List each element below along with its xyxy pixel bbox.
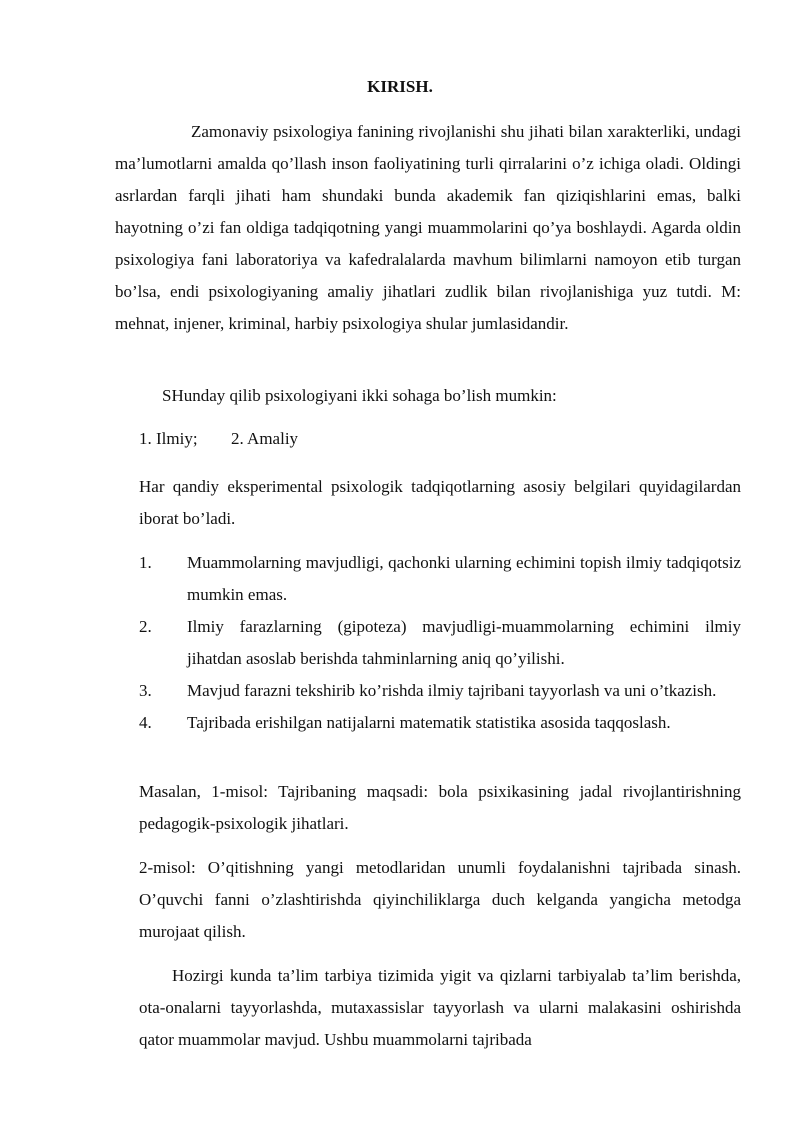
example-1-paragraph: Masalan, 1-misol: Tajribaning maqsadi: bola psixikasining jadal rivojlantirishning pedagogik-psixologik jihatlari. xyxy=(139,782,741,833)
list-item-number: 2. xyxy=(139,617,152,636)
list-item-text: Tajribada erishilgan natijalarni matematik statistika asosida taqqoslash. xyxy=(187,713,671,732)
list-item xyxy=(139,707,741,739)
list-item-number: 3. xyxy=(139,681,152,700)
example-2-paragraph: 2-misol: O’qitishning yangi metodlaridan unumli foydalanishni tajribada sinash. O’quvchi fanni o’zlashtirishda qiyinchiliklarga duch kelganda yangicha metodga murojaat qilish. xyxy=(139,858,741,941)
list-item xyxy=(139,675,741,707)
type-item-ilmiy: 1. Ilmiy; xyxy=(139,429,198,448)
signs-intro-paragraph: Har qandiy eksperimental psixologik tadqiqotlarning asosiy belgilari quyidagilardan iborat bo’ladi. xyxy=(139,477,741,528)
list-item-text: Muammolarning mavjudligi, qachonki ularning echimini topish ilmiy tadqiqotsiz mumkin emas. xyxy=(187,553,741,604)
page-title: KIRISH. xyxy=(367,77,433,96)
signs-list xyxy=(139,547,741,739)
type-item-amaliy: 2. Amaliy xyxy=(231,429,299,448)
division-sentence: SHunday qilib psixologiyani ikki sohaga bo’lish mumkin: xyxy=(162,386,557,405)
list-item-text: Mavjud farazni tekshirib ko’rishda ilmiy tajribani tayyorlash va uni o’tkazish. xyxy=(187,681,717,700)
intro-paragraph: Zamonaviy psixologiya fanining rivojlanishi shu jihati bilan xarakterliki, undagi ma’lumotlarni amalda qo’llash inson faoliyatining turli qirralarini o’z ichiga oladi. Oldingi asrlardan farqli jihati ham shundaki bunda akademik fan qiziqishlarini emas, balki hayotning o’zi fan oldiga tadqiqotning yangi muammolarini qo’ya boshlaydi. Agarda oldin psixologiya fani laboratoriya va kafedralalarda mavhum bilimlarni namoyon etib turgan bo’lsa, endi psixologiyaning amaliy jihatlari zudlik bilan rivojlanishiga yuz tutdi. M: mehnat, injener, kriminal, harbiy psixologiya shular jumlasidandir. xyxy=(115,122,741,333)
psychology-types xyxy=(139,425,739,453)
closing-paragraph: Hozirgi kunda ta’lim tarbiya tizimida yigit va qizlarni tarbiyalab ta’lim berishda, ota-onalarni tayyorlashda, mutaxassislar tayyorlash va ularni malakasini oshirishda qator muammolar mavjud. Ushbu muammolarni tajribada xyxy=(139,966,741,1049)
list-item-number: 1. xyxy=(139,553,152,572)
list-item-text: Ilmiy farazlarning (gipoteza) mavjudligi-muammolarning echimini ilmiy jihatdan asoslab berishda tahminlarning aniq qo’yilishi. xyxy=(187,617,741,668)
list-item xyxy=(139,611,741,675)
list-item-number: 4. xyxy=(139,713,152,732)
list-item xyxy=(139,547,741,611)
